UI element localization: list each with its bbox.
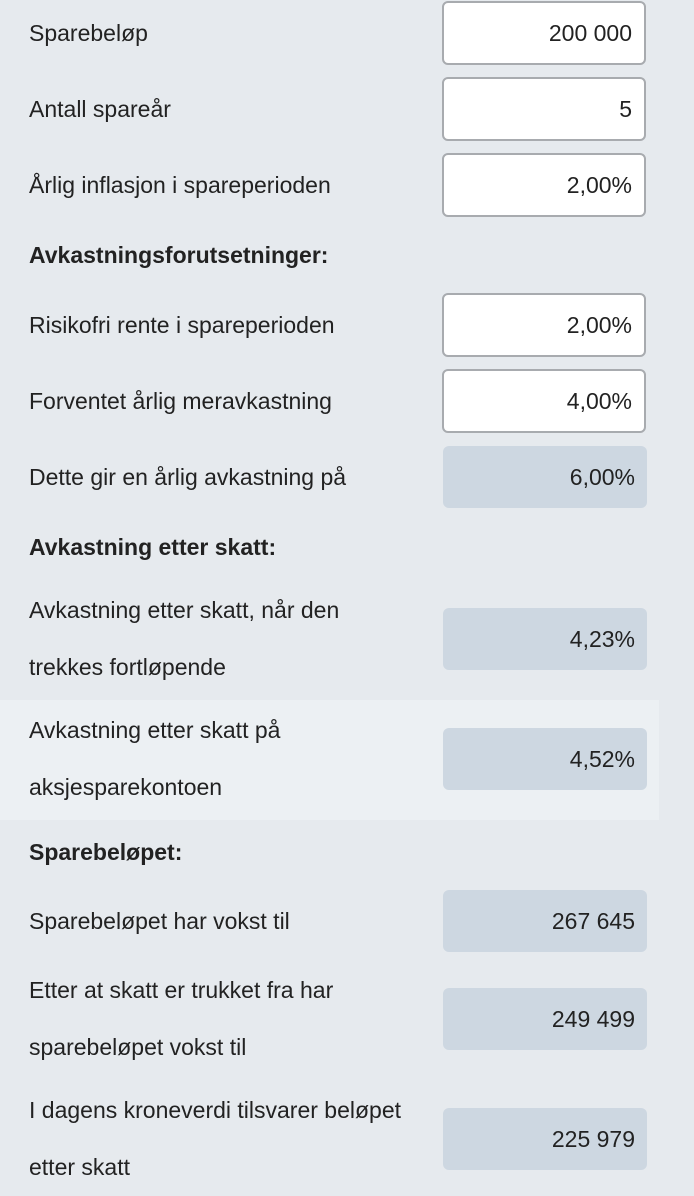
risikofri-rente-label: Risikofri rente i spareperioden bbox=[29, 312, 335, 338]
fortlopende-value: 4,23% bbox=[443, 608, 647, 670]
antall-sparear-input[interactable] bbox=[442, 77, 646, 141]
etter-skatt-vokst-value: 249 499 bbox=[443, 988, 647, 1050]
vokst-value: 267 645 bbox=[443, 890, 647, 952]
meravkastning-label: Forventet årlig meravkastning bbox=[29, 388, 332, 414]
avkastning-etter-skatt-heading: Avkastning etter skatt: bbox=[29, 534, 277, 560]
fortlopende-label: Avkastning etter skatt, når den trekkes fortløpende bbox=[29, 597, 340, 680]
risikofri-rente-input[interactable] bbox=[442, 293, 646, 357]
avkastningsforutsetninger-heading: Avkastningsforutsetninger: bbox=[29, 242, 329, 268]
kroneverdi-value: 225 979 bbox=[443, 1108, 647, 1170]
vokst-label: Sparebeløpet har vokst til bbox=[29, 908, 290, 934]
inflasjon-input[interactable] bbox=[442, 153, 646, 217]
arlig-avkastning-label: Dette gir en årlig avkastning på bbox=[29, 464, 347, 490]
kroneverdi-label: I dagens kroneverdi tilsvarer beløpet etter skatt bbox=[29, 1097, 402, 1180]
sparebelop-input[interactable] bbox=[442, 1, 646, 65]
aksjesparekonto-value: 4,52% bbox=[443, 728, 647, 790]
aksjesparekonto-label: Avkastning etter skatt på aksjesparekontoen bbox=[29, 717, 281, 800]
etter-skatt-vokst-label: Etter at skatt er trukket fra har sparebeløpet vokst til bbox=[29, 977, 334, 1060]
inflasjon-label: Årlig inflasjon i spareperioden bbox=[29, 172, 331, 198]
sparebelop-label: Sparebeløp bbox=[29, 20, 148, 46]
antall-sparear-label: Antall spareår bbox=[29, 96, 171, 122]
sparebelopet-heading: Sparebeløpet: bbox=[29, 839, 183, 865]
arlig-avkastning-value: 6,00% bbox=[443, 446, 647, 508]
meravkastning-input[interactable] bbox=[442, 369, 646, 433]
